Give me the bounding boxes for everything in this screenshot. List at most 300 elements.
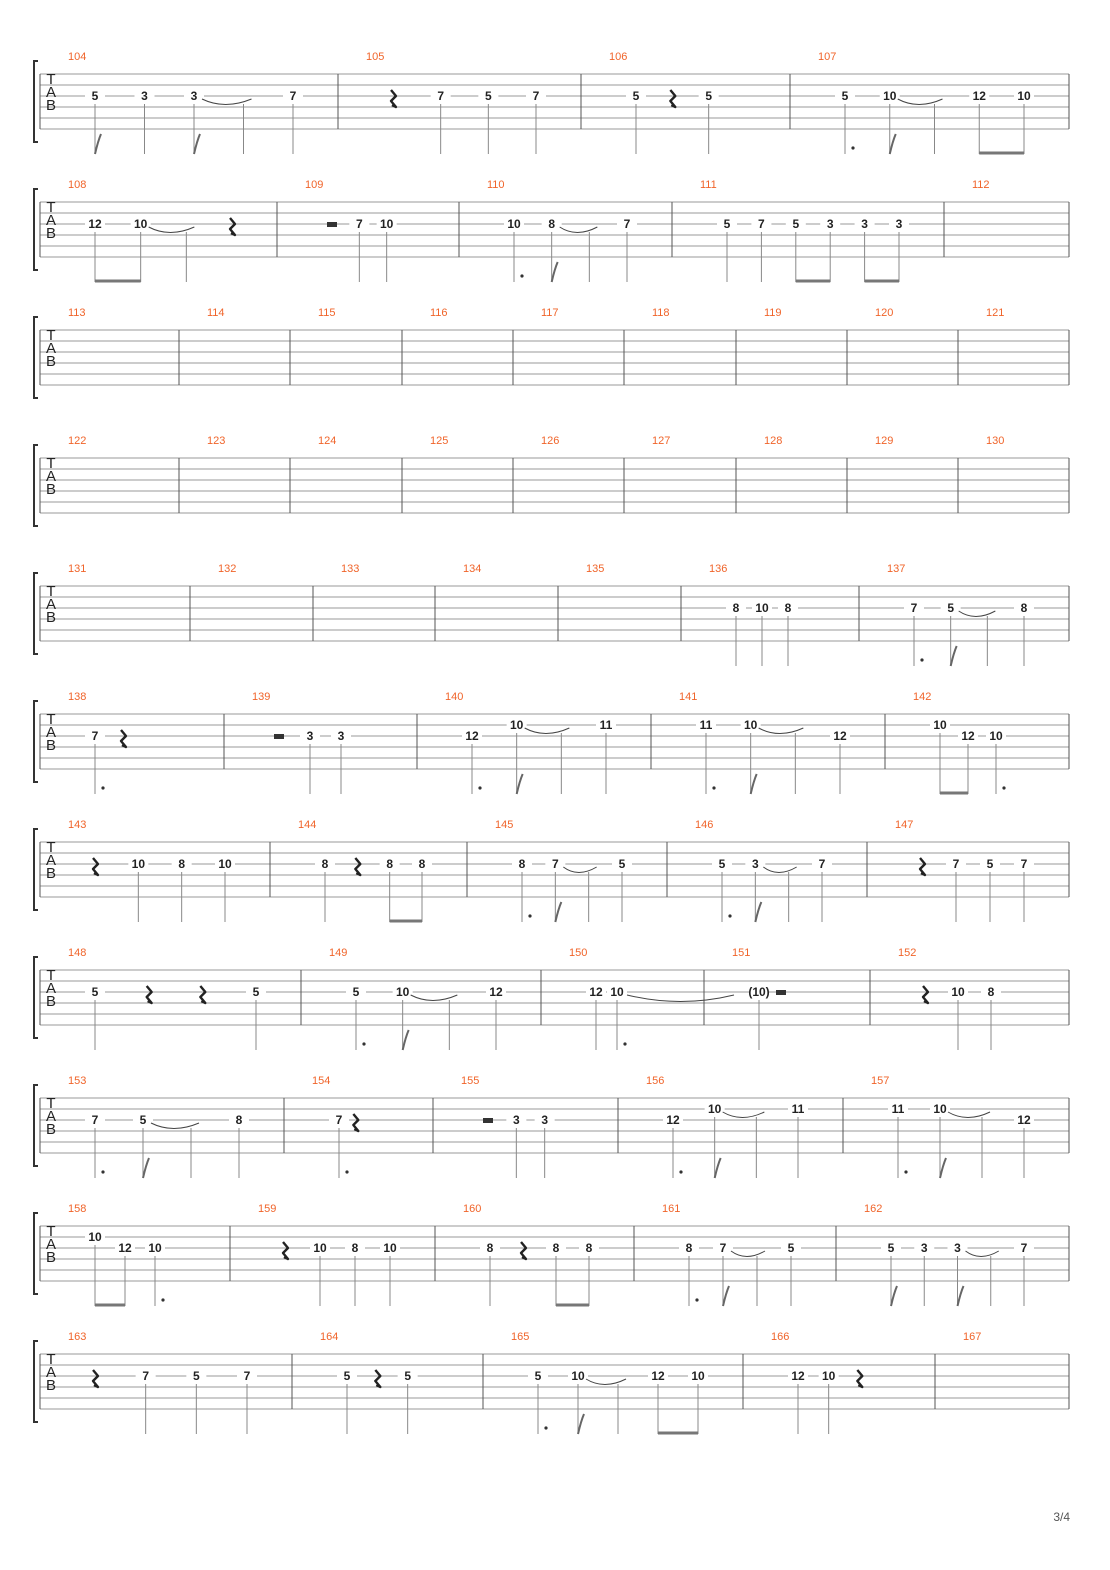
tab-clef-letter: B bbox=[45, 353, 57, 370]
fret-number: 5 bbox=[352, 985, 360, 999]
fret-number: 7 bbox=[758, 217, 765, 231]
measure-number: 166 bbox=[771, 1331, 790, 1343]
fret-number: 12 bbox=[88, 217, 102, 231]
duration-dot bbox=[101, 1170, 104, 1173]
fret-number: 5 bbox=[841, 89, 849, 103]
quarter-rest bbox=[923, 986, 928, 1003]
system-bracket bbox=[34, 61, 38, 142]
fret-number: 5 bbox=[986, 857, 994, 871]
fret-number: 11 bbox=[891, 1102, 905, 1116]
fret-number: 7 bbox=[551, 857, 559, 871]
fret-number: 10 bbox=[691, 1369, 705, 1383]
fret-number: 11 bbox=[791, 1102, 805, 1116]
half-rest bbox=[274, 734, 284, 739]
fret-number: 3 bbox=[337, 729, 345, 743]
fret-number: 8 bbox=[1020, 601, 1028, 615]
tab-clef-letter: B bbox=[45, 1121, 57, 1138]
tab-clef-letter: T bbox=[46, 583, 56, 600]
fret-number: 7 bbox=[623, 217, 631, 231]
fret-number: 12 bbox=[118, 1241, 132, 1255]
fret-number: 3 bbox=[861, 217, 868, 231]
eighth-flag bbox=[143, 1158, 149, 1178]
measure-number: 131 bbox=[68, 563, 87, 575]
fret-number: 3 bbox=[141, 89, 148, 103]
tie-arc bbox=[202, 99, 252, 105]
tab-clef-letter: T bbox=[46, 1095, 56, 1112]
tab-clef-letter: A bbox=[45, 468, 57, 485]
tie-arc bbox=[759, 728, 804, 734]
system-bracket bbox=[34, 1341, 38, 1422]
fret-number: 10 bbox=[507, 217, 521, 231]
measure-number: 153 bbox=[68, 1075, 87, 1087]
eighth-flag bbox=[715, 1158, 721, 1178]
tab-clef-letter: T bbox=[46, 1223, 56, 1240]
system-bracket bbox=[34, 189, 38, 270]
fret-number: 3 bbox=[826, 217, 834, 231]
tie-arc bbox=[627, 995, 734, 1002]
duration-dot bbox=[544, 1426, 547, 1429]
fret-number: 5 bbox=[887, 1241, 895, 1255]
duration-dot bbox=[1002, 786, 1005, 789]
fret-number: 8 bbox=[518, 857, 526, 871]
measure-number: 119 bbox=[764, 307, 782, 319]
measure-number: 152 bbox=[898, 947, 917, 959]
duration-dot bbox=[478, 786, 481, 789]
fret-number: 10 bbox=[148, 1241, 162, 1255]
quarter-rest bbox=[391, 90, 396, 107]
tab-system bbox=[34, 51, 1069, 154]
fret-number: 10 bbox=[743, 718, 758, 732]
measure-number: 123 bbox=[207, 435, 226, 447]
fret-number: 3 bbox=[306, 729, 314, 743]
tab-clef-letter: T bbox=[46, 1351, 56, 1368]
fret-number: 7 bbox=[243, 1369, 251, 1383]
tab-clef-letter: T bbox=[46, 455, 56, 472]
fret-number: 12 bbox=[465, 729, 479, 743]
measure-number: 112 bbox=[972, 179, 990, 191]
tie-arc bbox=[411, 995, 458, 1001]
tab-clef-letter: T bbox=[46, 71, 56, 88]
system-bracket bbox=[34, 829, 38, 910]
measure-number: 121 bbox=[986, 307, 1005, 319]
tab-clef-letter: B bbox=[45, 225, 57, 242]
tab-clef-letter: A bbox=[45, 980, 57, 997]
duration-dot bbox=[101, 786, 104, 789]
fret-number: 10 bbox=[133, 217, 148, 231]
measure-number: 125 bbox=[430, 435, 449, 447]
fret-number: 5 bbox=[404, 1369, 412, 1383]
duration-dot bbox=[728, 914, 731, 917]
half-rest bbox=[327, 222, 337, 227]
fret-number: 12 bbox=[833, 729, 847, 743]
tab-clef-letter: A bbox=[45, 596, 57, 613]
tab-clef-letter: T bbox=[46, 327, 56, 344]
fret-number: 7 bbox=[818, 857, 826, 871]
tab-system bbox=[34, 1331, 1069, 1434]
measure-number: 151 bbox=[732, 947, 751, 959]
eighth-flag bbox=[755, 902, 761, 922]
measure-number: 129 bbox=[875, 435, 894, 447]
fret-number: 8 bbox=[321, 857, 329, 871]
tie-arc bbox=[948, 1112, 990, 1118]
fret-number: 10 bbox=[379, 217, 394, 231]
tab-clef-letter: A bbox=[45, 852, 57, 869]
measure-number: 106 bbox=[609, 51, 628, 63]
measure-number: 117 bbox=[541, 307, 559, 319]
measure-number: 127 bbox=[652, 435, 671, 447]
fret-number: 10 bbox=[313, 1241, 327, 1255]
fret-number: 7 bbox=[91, 1113, 99, 1127]
fret-number: 7 bbox=[142, 1369, 150, 1383]
measure-number: 142 bbox=[913, 691, 932, 703]
fret-number: 8 bbox=[685, 1241, 693, 1255]
quarter-rest bbox=[230, 218, 235, 235]
tab-clef-letter: B bbox=[45, 1377, 57, 1394]
tie-arc bbox=[731, 1251, 765, 1257]
measure-number: 148 bbox=[68, 947, 87, 959]
measure-number: 107 bbox=[818, 51, 837, 63]
tab-system bbox=[34, 435, 1069, 526]
measure-number: 140 bbox=[445, 691, 464, 703]
measure-number: 122 bbox=[68, 435, 87, 447]
quarter-rest bbox=[353, 1114, 358, 1131]
tab-clef-letter: T bbox=[46, 199, 56, 216]
measure-number: 156 bbox=[646, 1075, 665, 1087]
measure-number: 146 bbox=[695, 819, 714, 831]
fret-number: 8 bbox=[585, 1241, 593, 1255]
tab-system bbox=[34, 1075, 1069, 1178]
eighth-flag bbox=[751, 774, 757, 794]
fret-number: 10 bbox=[131, 857, 146, 871]
fret-number: 5 bbox=[718, 857, 726, 871]
duration-dot bbox=[520, 274, 523, 277]
duration-dot bbox=[851, 146, 854, 149]
measure-number: 136 bbox=[709, 563, 728, 575]
tab-clef-letter: T bbox=[46, 967, 56, 984]
duration-dot bbox=[362, 1042, 365, 1045]
fret-number: 12 bbox=[666, 1113, 680, 1127]
measure-number: 159 bbox=[258, 1203, 277, 1215]
tab-clef-letter: A bbox=[45, 1236, 57, 1253]
measure-number: 130 bbox=[986, 435, 1005, 447]
fret-number: 10 bbox=[951, 985, 965, 999]
fret-number: 5 bbox=[139, 1113, 147, 1127]
measure-number: 150 bbox=[569, 947, 588, 959]
fret-number: 5 bbox=[618, 857, 626, 871]
quarter-rest bbox=[375, 1370, 380, 1387]
fret-number: 10 bbox=[989, 729, 1003, 743]
quarter-rest bbox=[521, 1242, 526, 1259]
fret-number: 12 bbox=[972, 89, 986, 103]
tab-system bbox=[34, 819, 1069, 922]
fret-number: (10) bbox=[748, 985, 770, 999]
tab-clef-letter: T bbox=[46, 711, 56, 728]
measure-number: 105 bbox=[366, 51, 385, 63]
duration-dot bbox=[623, 1042, 626, 1045]
tie-arc bbox=[149, 227, 195, 233]
measure-number: 144 bbox=[298, 819, 317, 831]
duration-dot bbox=[679, 1170, 682, 1173]
measure-number: 139 bbox=[252, 691, 271, 703]
tab-clef-letter: B bbox=[45, 97, 57, 114]
fret-number: 10 bbox=[707, 1102, 722, 1116]
eighth-flag bbox=[95, 134, 101, 154]
fret-number: 3 bbox=[895, 217, 903, 231]
tab-system bbox=[34, 563, 1069, 666]
measure-number: 157 bbox=[871, 1075, 890, 1087]
fret-number: 5 bbox=[343, 1369, 351, 1383]
fret-number: 8 bbox=[732, 601, 740, 615]
fret-number: 7 bbox=[1020, 857, 1028, 871]
eighth-flag bbox=[723, 1286, 729, 1306]
system-bracket bbox=[34, 317, 38, 398]
fret-number: 7 bbox=[719, 1241, 727, 1255]
fret-number: 12 bbox=[961, 729, 975, 743]
tie-arc bbox=[763, 867, 796, 873]
measure-number: 149 bbox=[329, 947, 348, 959]
fret-number: 8 bbox=[235, 1113, 243, 1127]
measure-number: 167 bbox=[963, 1331, 982, 1343]
fret-number: 5 bbox=[792, 217, 800, 231]
tab-clef-letter: A bbox=[45, 724, 57, 741]
fret-number: 8 bbox=[552, 1241, 560, 1255]
tie-arc bbox=[563, 867, 596, 873]
fret-number: 12 bbox=[589, 985, 603, 999]
quarter-rest bbox=[355, 858, 360, 875]
fret-number: 10 bbox=[933, 1102, 947, 1116]
measure-number: 158 bbox=[68, 1203, 87, 1215]
fret-number: 7 bbox=[289, 89, 297, 103]
eighth-flag bbox=[194, 134, 200, 154]
tie-arc bbox=[586, 1379, 626, 1385]
tab-clef-letter: B bbox=[45, 865, 57, 882]
measure-number: 126 bbox=[541, 435, 560, 447]
fret-number: 5 bbox=[947, 601, 955, 615]
fret-number: 11 bbox=[599, 718, 613, 732]
fret-number: 7 bbox=[91, 729, 99, 743]
duration-dot bbox=[161, 1298, 164, 1301]
eighth-flag bbox=[940, 1158, 946, 1178]
fret-number: 8 bbox=[386, 857, 394, 871]
duration-dot bbox=[712, 786, 715, 789]
measure-number: 154 bbox=[312, 1075, 331, 1087]
measure-number: 147 bbox=[895, 819, 914, 831]
system-bracket bbox=[34, 1213, 38, 1294]
measure-number: 134 bbox=[463, 563, 482, 575]
fret-number: 7 bbox=[952, 857, 960, 871]
fret-number: 12 bbox=[1017, 1113, 1031, 1127]
measure-number: 104 bbox=[68, 51, 87, 63]
tab-clef-letter: B bbox=[45, 993, 57, 1010]
quarter-rest bbox=[93, 858, 98, 875]
quarter-rest bbox=[857, 1370, 862, 1387]
measure-number: 120 bbox=[875, 307, 894, 319]
fret-number: 10 bbox=[1017, 89, 1031, 103]
fret-number: 10 bbox=[883, 89, 897, 103]
measure-number: 132 bbox=[218, 563, 237, 575]
measure-number: 109 bbox=[305, 179, 324, 191]
quarter-rest bbox=[920, 858, 925, 875]
fret-number: 8 bbox=[486, 1241, 494, 1255]
system-bracket bbox=[34, 701, 38, 782]
measure-number: 163 bbox=[68, 1331, 87, 1343]
fret-number: 12 bbox=[489, 985, 503, 999]
tie-arc bbox=[898, 99, 943, 105]
measure-number: 111 bbox=[700, 179, 717, 191]
eighth-flag bbox=[403, 1030, 409, 1050]
fret-number: 7 bbox=[910, 601, 918, 615]
measure-number: 116 bbox=[430, 307, 448, 319]
measure-number: 113 bbox=[68, 307, 86, 319]
tab-system bbox=[34, 1203, 1069, 1306]
system-bracket bbox=[34, 957, 38, 1038]
measure-number: 133 bbox=[341, 563, 360, 575]
eighth-flag bbox=[578, 1414, 584, 1434]
quarter-rest bbox=[147, 986, 152, 1003]
fret-number: 8 bbox=[548, 217, 556, 231]
tab-clef-letter: B bbox=[45, 1249, 57, 1266]
measure-number: 118 bbox=[652, 307, 670, 319]
fret-number: 3 bbox=[512, 1113, 520, 1127]
tab-clef-letter: T bbox=[46, 839, 56, 856]
measure-number: 141 bbox=[679, 691, 698, 703]
fret-number: 10 bbox=[88, 1230, 102, 1244]
measure-number: 162 bbox=[864, 1203, 883, 1215]
eighth-flag bbox=[958, 1286, 964, 1306]
fret-number: 7 bbox=[335, 1113, 343, 1127]
measure-number: 155 bbox=[461, 1075, 480, 1087]
measure-number: 128 bbox=[764, 435, 783, 447]
fret-number: 10 bbox=[395, 985, 410, 999]
system-bracket bbox=[34, 573, 38, 654]
fret-number: 8 bbox=[987, 985, 995, 999]
measure-number: 115 bbox=[318, 307, 336, 319]
fret-number: 3 bbox=[954, 1241, 961, 1255]
fret-number: 7 bbox=[437, 89, 445, 103]
duration-dot bbox=[528, 914, 531, 917]
fret-number: 8 bbox=[418, 857, 426, 871]
fret-number: 7 bbox=[1020, 1241, 1028, 1255]
fret-number: 10 bbox=[383, 1241, 397, 1255]
fret-number: 5 bbox=[632, 89, 640, 103]
measure-number: 143 bbox=[68, 819, 87, 831]
fret-number: 5 bbox=[723, 217, 731, 231]
fret-number: 7 bbox=[355, 217, 363, 231]
half-rest bbox=[776, 990, 786, 995]
fret-number: 10 bbox=[933, 718, 947, 732]
measure-number: 164 bbox=[320, 1331, 339, 1343]
fret-number: 10 bbox=[610, 985, 624, 999]
fret-number: 10 bbox=[218, 857, 232, 871]
quarter-rest bbox=[93, 1370, 98, 1387]
tab-system bbox=[34, 947, 1069, 1050]
fret-number: 5 bbox=[705, 89, 713, 103]
quarter-rest bbox=[283, 1242, 288, 1259]
fret-number: 12 bbox=[791, 1369, 805, 1383]
fret-number: 5 bbox=[787, 1241, 795, 1255]
measure-number: 114 bbox=[207, 307, 225, 319]
eighth-flag bbox=[951, 646, 957, 666]
tab-clef-letter: A bbox=[45, 212, 57, 229]
quarter-rest bbox=[670, 90, 675, 107]
duration-dot bbox=[920, 658, 923, 661]
tie-arc bbox=[151, 1123, 199, 1129]
fret-number: 3 bbox=[920, 1241, 928, 1255]
measure-number: 135 bbox=[586, 563, 605, 575]
duration-dot bbox=[345, 1170, 348, 1173]
tab-system bbox=[34, 691, 1069, 794]
measure-number: 124 bbox=[318, 435, 337, 447]
tab-clef-letter: A bbox=[45, 1364, 57, 1381]
fret-number: 5 bbox=[91, 89, 99, 103]
system-bracket bbox=[34, 445, 38, 526]
tie-arc bbox=[966, 1251, 999, 1257]
fret-number: 11 bbox=[699, 718, 713, 732]
fret-number: 10 bbox=[755, 601, 769, 615]
tie-arc bbox=[959, 611, 996, 617]
fret-number: 10 bbox=[571, 1369, 585, 1383]
measure-number: 137 bbox=[887, 563, 906, 575]
page-number: 3/4 bbox=[1053, 1510, 1070, 1524]
fret-number: 5 bbox=[484, 89, 492, 103]
tab-system bbox=[34, 179, 1069, 282]
tie-arc bbox=[560, 227, 598, 233]
tab-clef-letter: A bbox=[45, 1108, 57, 1125]
tab-clef-letter: B bbox=[45, 609, 57, 626]
fret-number: 8 bbox=[351, 1241, 359, 1255]
measure-number: 110 bbox=[487, 179, 505, 191]
fret-number: 5 bbox=[252, 985, 260, 999]
fret-number: 5 bbox=[534, 1369, 542, 1383]
eighth-flag bbox=[555, 902, 561, 922]
tie-arc bbox=[723, 1112, 765, 1118]
tab-clef-letter: B bbox=[45, 481, 57, 498]
eighth-flag bbox=[891, 1286, 897, 1306]
fret-number: 10 bbox=[509, 718, 524, 732]
system-bracket bbox=[34, 1085, 38, 1166]
measure-number: 145 bbox=[495, 819, 514, 831]
fret-number: 8 bbox=[178, 857, 186, 871]
fret-number: 5 bbox=[192, 1369, 200, 1383]
tab-clef-letter: A bbox=[45, 84, 57, 101]
measure-number: 138 bbox=[68, 691, 87, 703]
fret-number: 3 bbox=[751, 857, 759, 871]
eighth-flag bbox=[552, 262, 558, 282]
fret-number: 8 bbox=[784, 601, 792, 615]
quarter-rest bbox=[200, 986, 205, 1003]
half-rest bbox=[483, 1118, 493, 1123]
fret-number: 12 bbox=[651, 1369, 665, 1383]
fret-number: 3 bbox=[190, 89, 198, 103]
eighth-flag bbox=[890, 134, 896, 154]
tab-system bbox=[34, 307, 1069, 398]
measure-number: 161 bbox=[662, 1203, 681, 1215]
measure-number: 160 bbox=[463, 1203, 482, 1215]
measure-number: 108 bbox=[68, 179, 87, 191]
fret-number: 5 bbox=[91, 985, 99, 999]
measure-number: 165 bbox=[511, 1331, 530, 1343]
duration-dot bbox=[904, 1170, 907, 1173]
tie-arc bbox=[525, 728, 570, 734]
tab-clef-letter: B bbox=[45, 737, 57, 754]
fret-number: 7 bbox=[532, 89, 540, 103]
duration-dot bbox=[695, 1298, 698, 1301]
tab-clef-letter: A bbox=[45, 340, 57, 357]
quarter-rest bbox=[121, 730, 126, 747]
fret-number: 10 bbox=[821, 1369, 836, 1383]
fret-number: 3 bbox=[541, 1113, 549, 1127]
eighth-flag bbox=[517, 774, 523, 794]
